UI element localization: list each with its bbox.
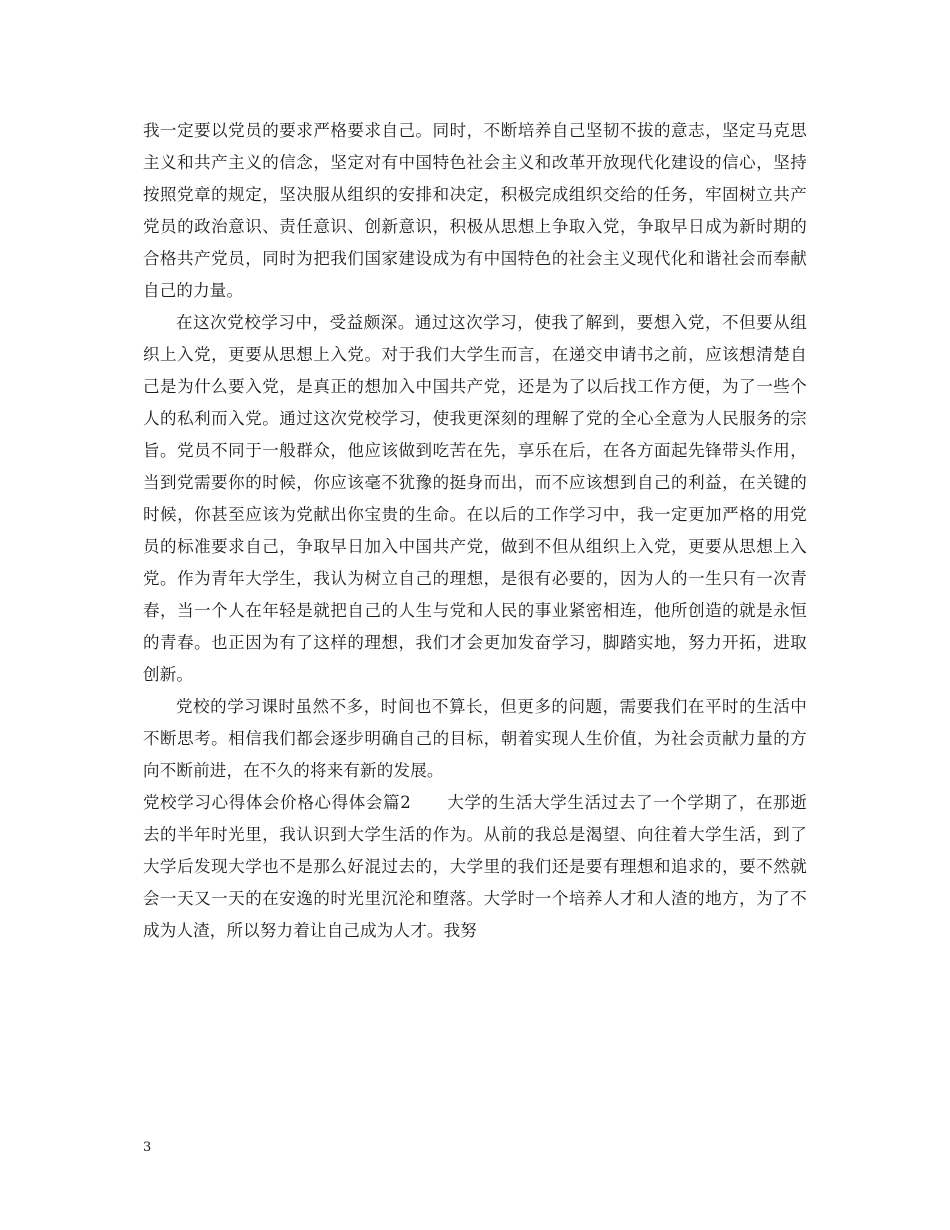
paragraph-3: 党校的学习课时虽然不多，时间也不算长，但更多的问题，需要我们在平时的生活中不断思考。相信我们都会逐步明确自己的目标，朝着实现人生价值，为社会贡献力量的方向不断前进，在不久的将来有新的发展。 [143,697,807,780]
page-number: 3 [143,1140,152,1155]
section-text: 大学的生活大学生活过去了一个学期了，在那逝去的半年时光里，我认识到大学生活的作为。从前的我总是渴望、向往着大学生活，到了大学后发现大学也不是那么好混过去的，大学里的我们还是要有理想和追求的，要不然就会一天又一天的在安逸的时光里沉沦和堕落。大学时一个培养人才和人渣的地方，为了不成为人渣，所以努力着让自己成为人才。我努 [143,793,807,940]
section-title: 党校学习心得体会价格心得体会篇2 [143,793,411,812]
section-paragraph [143,787,807,947]
document-body [143,115,807,947]
paragraph-1: 我一定要以党员的要求严格要求自己。同时，不断培养自己坚韧不拔的意志，坚定马克思主义和共产主义的信念，坚定对有中国特色社会主义和改革开放现代化建设的信心，坚持按照党章的规定，坚决服从组织的安排和决定，积极完成组织交给的任务，牢固树立共产党员的政治意识、责任意识、创新意识，积极从思想上争取入党，争取早日成为新时期的合格共产党员，同时为把我们国家建设成为有中国特色的社会主义现代化和谐社会而奉献自己的力量。 [143,121,807,300]
paragraph-2: 在这次党校学习中，受益颇深。通过这次学习，使我了解到，要想入党，不但要从组织上入党，更要从思想上入党。对于我们大学生而言，在递交申请书之前，应该想清楚自己是为什么要入党，是真正的想加入中国共产党，还是为了以后找工作方便，为了一些个人的私利而入党。通过这次党校学习，使我更深刻的理解了党的全心全意为人民服务的宗旨。党员不同于一般群众，他应该做到吃苦在先，享乐在后，在各方面起先锋带头作用，当到党需要你的时候，你应该毫不犹豫的挺身而出，而不应该想到自己的利益，在关键的时候，你甚至应该为党献出你宝贵的生命。在以后的工作学习中，我一定更加严格的用党员的标准要求自己，争取早日加入中国共产党，做到不但从组织上入党，更要从思想上入党。作为青年大学生，我认为树立自己的理想，是很有必要的，因为人的一生只有一次青春，当一个人在年轻是就把自己的人生与党和人民的事业紧密相连，他所创造的就是永恒的青春。也正因为有了这样的理想，我们才会更加发奋学习，脚踏实地，努力开拓，进取创新。 [143,313,807,684]
